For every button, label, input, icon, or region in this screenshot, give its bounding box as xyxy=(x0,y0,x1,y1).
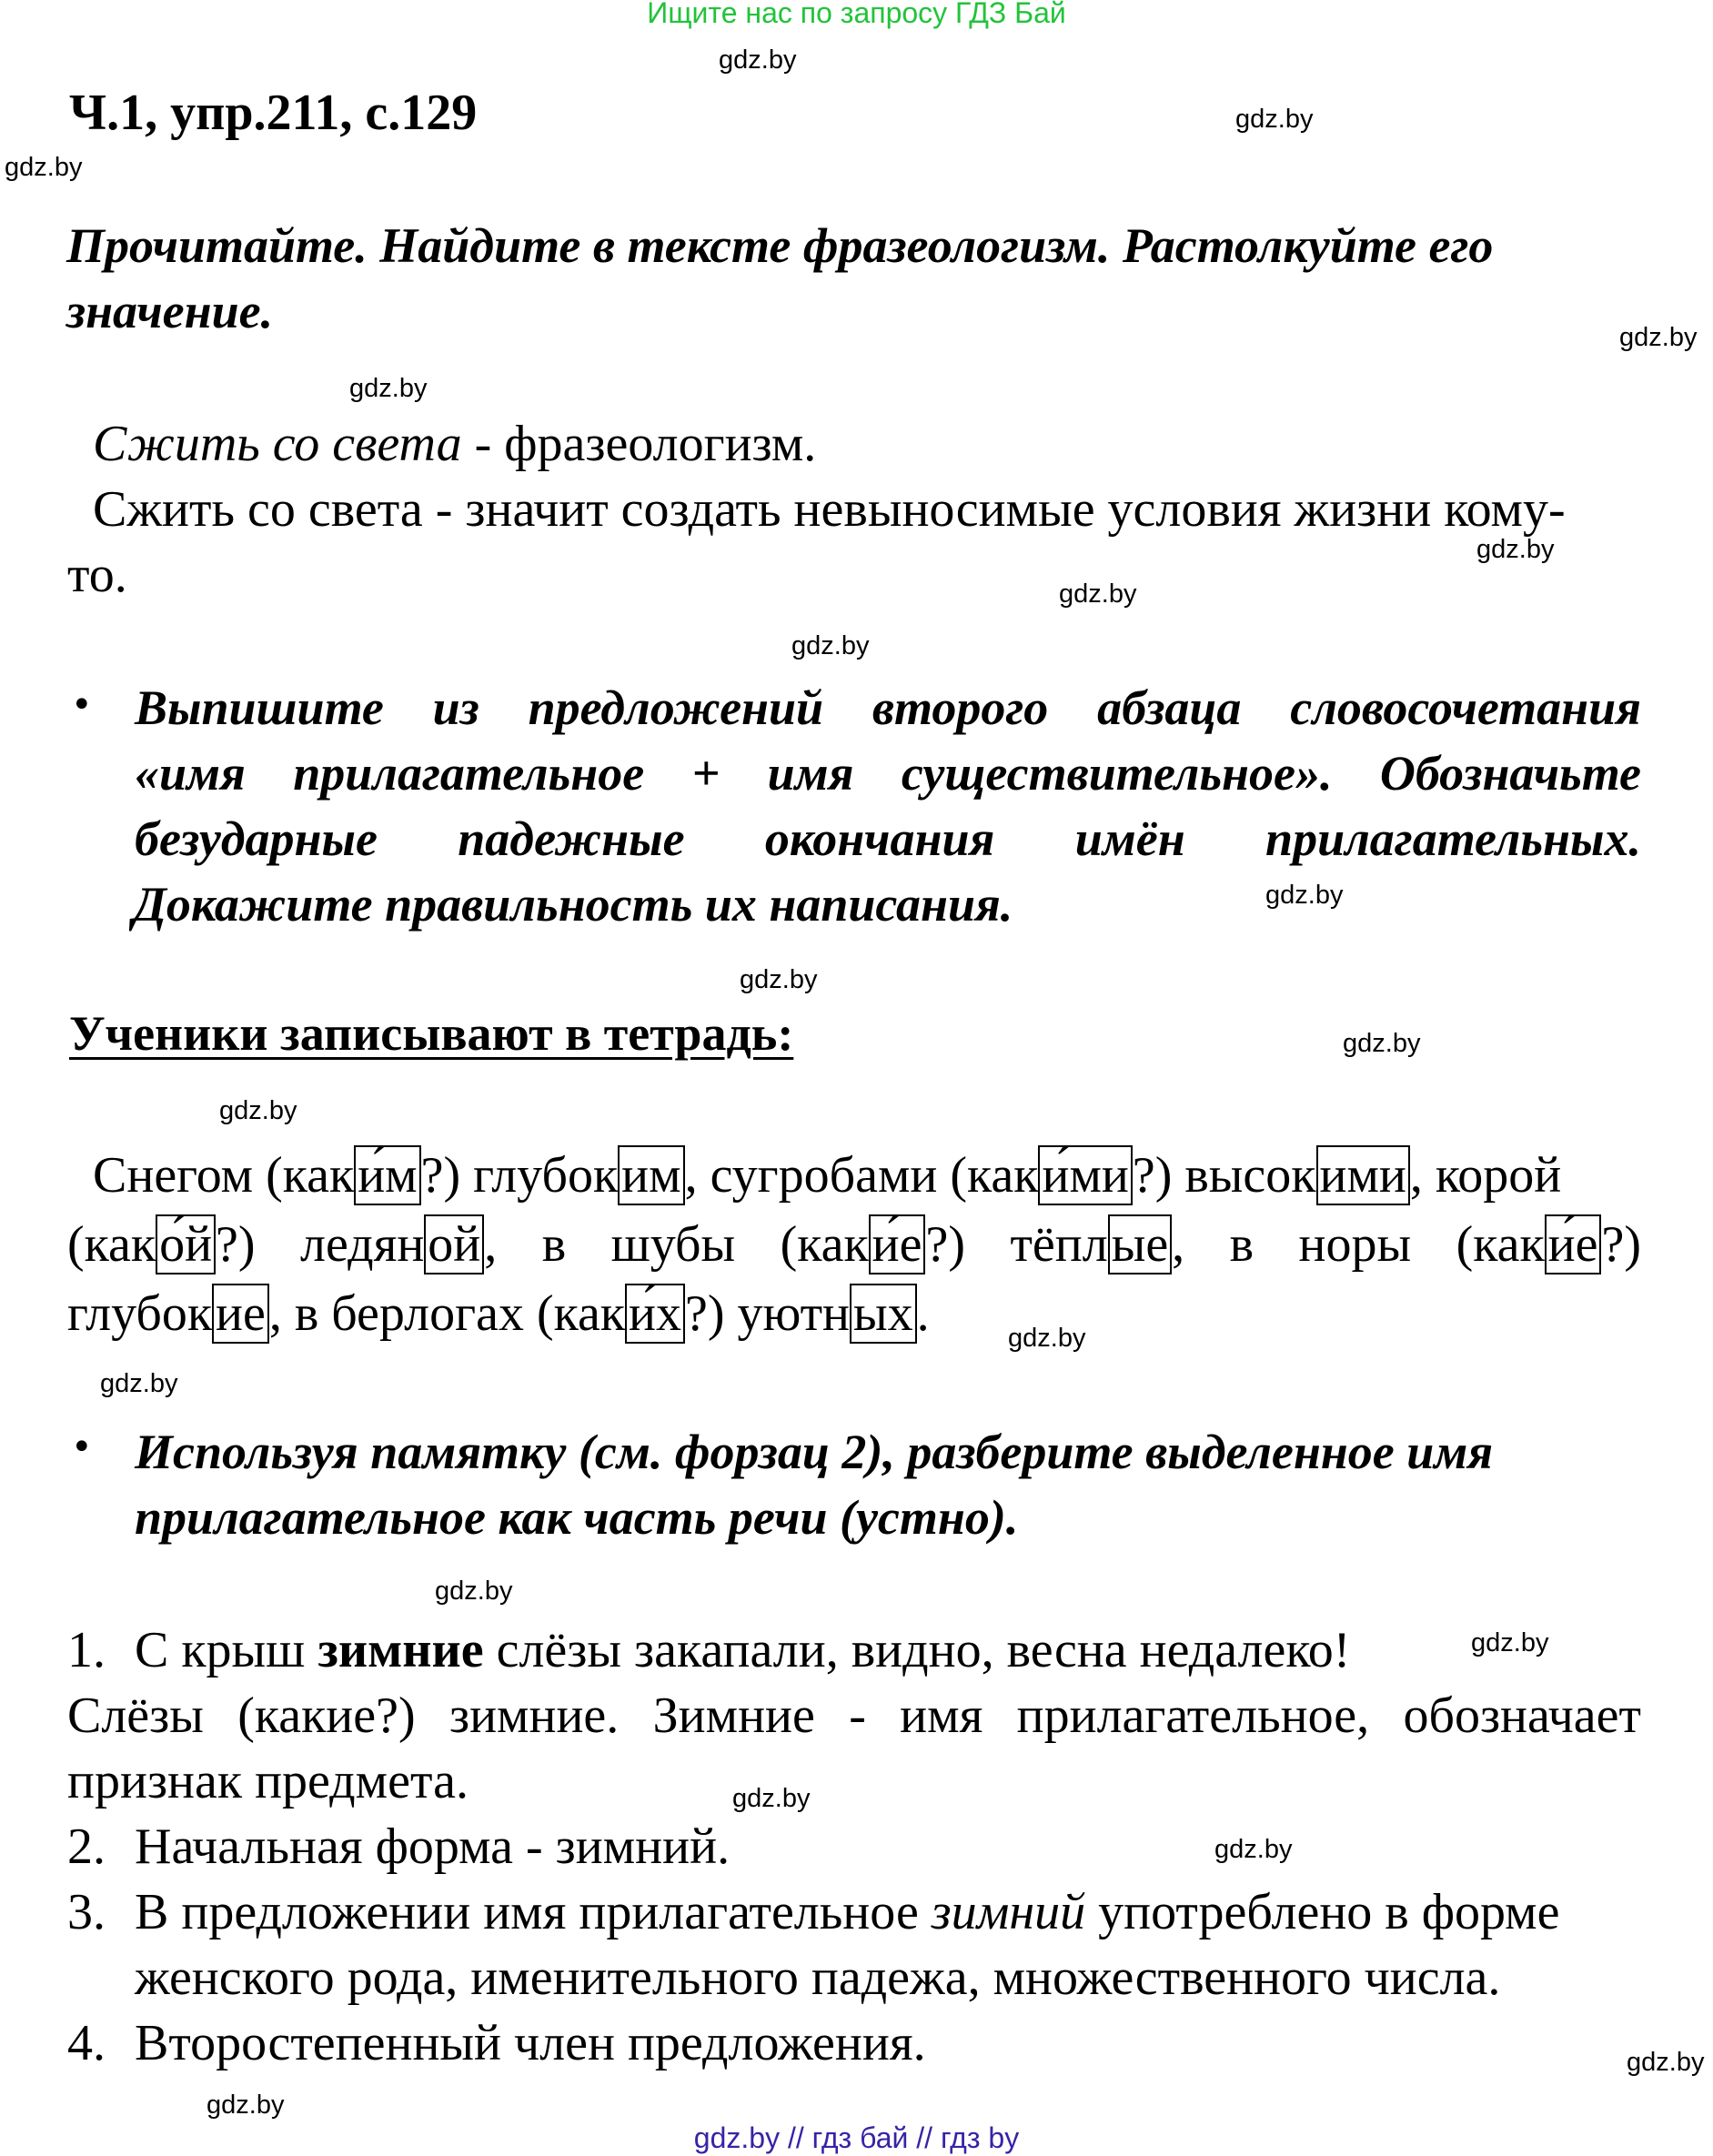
watermark: gdz.by xyxy=(5,153,83,182)
watermark: gdz.by xyxy=(349,374,428,403)
text: ?) глубок xyxy=(420,1147,619,1204)
section-heading: Ученики записывают в тетрадь: xyxy=(69,1006,794,1061)
watermark: gdz.by xyxy=(740,965,818,994)
watermark: gdz.by xyxy=(1343,1029,1421,1058)
item-number: 4. xyxy=(67,2015,106,2071)
analysis-line: Слёзы (какие?) зимние. Зимние - имя прилагательное, обозначает xyxy=(67,1688,1641,1744)
watermark: gdz.by xyxy=(1619,323,1698,352)
text: Начальная форма - зимний. xyxy=(135,1818,731,1875)
item-number: 2. xyxy=(67,1818,106,1875)
task-2-line: «имя прилагательное + имя существительное». Обозначьте xyxy=(135,746,1641,801)
text: Второстепенный член предложения. xyxy=(135,2015,926,2071)
watermark: gdz.by xyxy=(719,45,797,75)
text: (как xyxy=(67,1216,156,1273)
phraseologism: Сжить со света xyxy=(93,416,462,472)
item-number: 3. xyxy=(67,1884,106,1940)
text: , в норы (как xyxy=(1172,1216,1545,1273)
notebook-line xyxy=(93,1143,1561,1208)
task-2-line: безударные падежные окончания имён прилагательных. xyxy=(135,811,1641,866)
analysis-item xyxy=(67,2010,926,2076)
text: ?) тёпл xyxy=(925,1216,1108,1273)
analysis-item xyxy=(67,1617,1350,1683)
ending-box: и́х xyxy=(625,1284,685,1344)
text: употреблено в форме xyxy=(1085,1884,1560,1940)
task-1 xyxy=(66,213,1493,344)
answer-1-line: Сжить со света - значит создать невыносимые условия жизни кому- xyxy=(93,481,1566,538)
text: ?) xyxy=(1601,1216,1641,1273)
text: , в берлогах (как xyxy=(268,1285,626,1342)
analysis-item xyxy=(67,1879,1559,1945)
ending-box: и́е xyxy=(869,1214,926,1274)
bullet-icon: • xyxy=(71,1426,93,1468)
text: , сугробами (как xyxy=(684,1147,1039,1204)
watermark: gdz.by xyxy=(207,2091,285,2120)
watermark: gdz.by xyxy=(1214,1835,1293,1864)
ending-box: им xyxy=(618,1145,684,1205)
task-3 xyxy=(135,1419,1493,1550)
text: . xyxy=(916,1285,930,1342)
watermark: gdz.by xyxy=(1235,105,1314,134)
notebook-line xyxy=(67,1281,930,1346)
text: слёзы закапали, видно, весна недалеко! xyxy=(483,1622,1351,1678)
text: ?) уютн xyxy=(684,1285,851,1342)
text: , в шубы (как xyxy=(484,1216,869,1273)
task-2 xyxy=(135,675,1641,871)
ending-box: о́й xyxy=(156,1214,216,1274)
watermark: gdz.by xyxy=(1059,579,1137,609)
ending-box: ими xyxy=(1316,1145,1410,1205)
notebook-line xyxy=(67,1212,1641,1277)
text: , корой xyxy=(1409,1147,1562,1204)
ending-box: и́е xyxy=(1545,1214,1602,1274)
text: ?) ледян xyxy=(216,1216,425,1273)
watermark: gdz.by xyxy=(100,1369,178,1398)
task-1-line: Прочитайте. Найдите в тексте фразеологизм. Растолкуйте его xyxy=(66,218,1494,273)
analysis-line: женского рода, именительного падежа, множественного числа. xyxy=(135,1949,1501,2006)
page-title: Ч.1, упр.211, с.129 xyxy=(69,85,478,141)
watermark: gdz.by xyxy=(1471,1628,1549,1657)
ending-box: ие xyxy=(212,1284,269,1344)
ending-box: ые xyxy=(1108,1214,1172,1274)
ending-box: и́м xyxy=(354,1145,420,1205)
ending-box: ой xyxy=(424,1214,484,1274)
task-2-line: Докажите правильность их написания. xyxy=(133,877,1013,932)
text: глубок xyxy=(67,1285,213,1342)
text: ?) высок xyxy=(1132,1147,1316,1204)
text: Снегом (как xyxy=(93,1147,355,1204)
watermark: gdz.by xyxy=(435,1577,513,1606)
answer-1-line: то. xyxy=(67,547,127,603)
ending-box: и́ми xyxy=(1038,1145,1132,1205)
search-banner[interactable]: Ищите нас по запросу ГДЗ Бай xyxy=(647,0,1066,29)
bullet-icon: • xyxy=(71,684,93,726)
analysis-item xyxy=(67,1814,730,1879)
task-1-line: значение. xyxy=(66,284,274,338)
answer-1-text: - фразеологизм. xyxy=(461,416,817,472)
task-3-line: Используя памятку (см. форзац 2), разберите выделенное имя xyxy=(135,1425,1494,1479)
footer-links[interactable]: gdz.by // гдз бай // гдз by xyxy=(693,2121,1020,2154)
task-2-line: Выпишите из предложений второго абзаца словосочетания xyxy=(135,680,1641,735)
watermark: gdz.by xyxy=(1627,2048,1705,2077)
highlighted-adjective: зимние xyxy=(317,1622,484,1678)
text: В предложении имя прилагательное xyxy=(135,1884,932,1940)
answer-1-line xyxy=(93,411,816,477)
watermark: gdz.by xyxy=(219,1096,297,1125)
watermark: gdz.by xyxy=(1265,881,1344,910)
item-number: 1. xyxy=(67,1622,106,1678)
ending-box: ых xyxy=(850,1284,917,1344)
watermark: gdz.by xyxy=(732,1784,811,1813)
watermark: gdz.by xyxy=(791,631,870,660)
text: С крыш xyxy=(135,1622,318,1678)
watermark: gdz.by xyxy=(1476,535,1555,564)
italic-word: зимний xyxy=(931,1884,1086,1940)
analysis-line: признак предмета. xyxy=(67,1753,469,1809)
task-3-line: прилагательное как часть речи (устно). xyxy=(135,1490,1019,1545)
watermark: gdz.by xyxy=(1008,1324,1086,1353)
